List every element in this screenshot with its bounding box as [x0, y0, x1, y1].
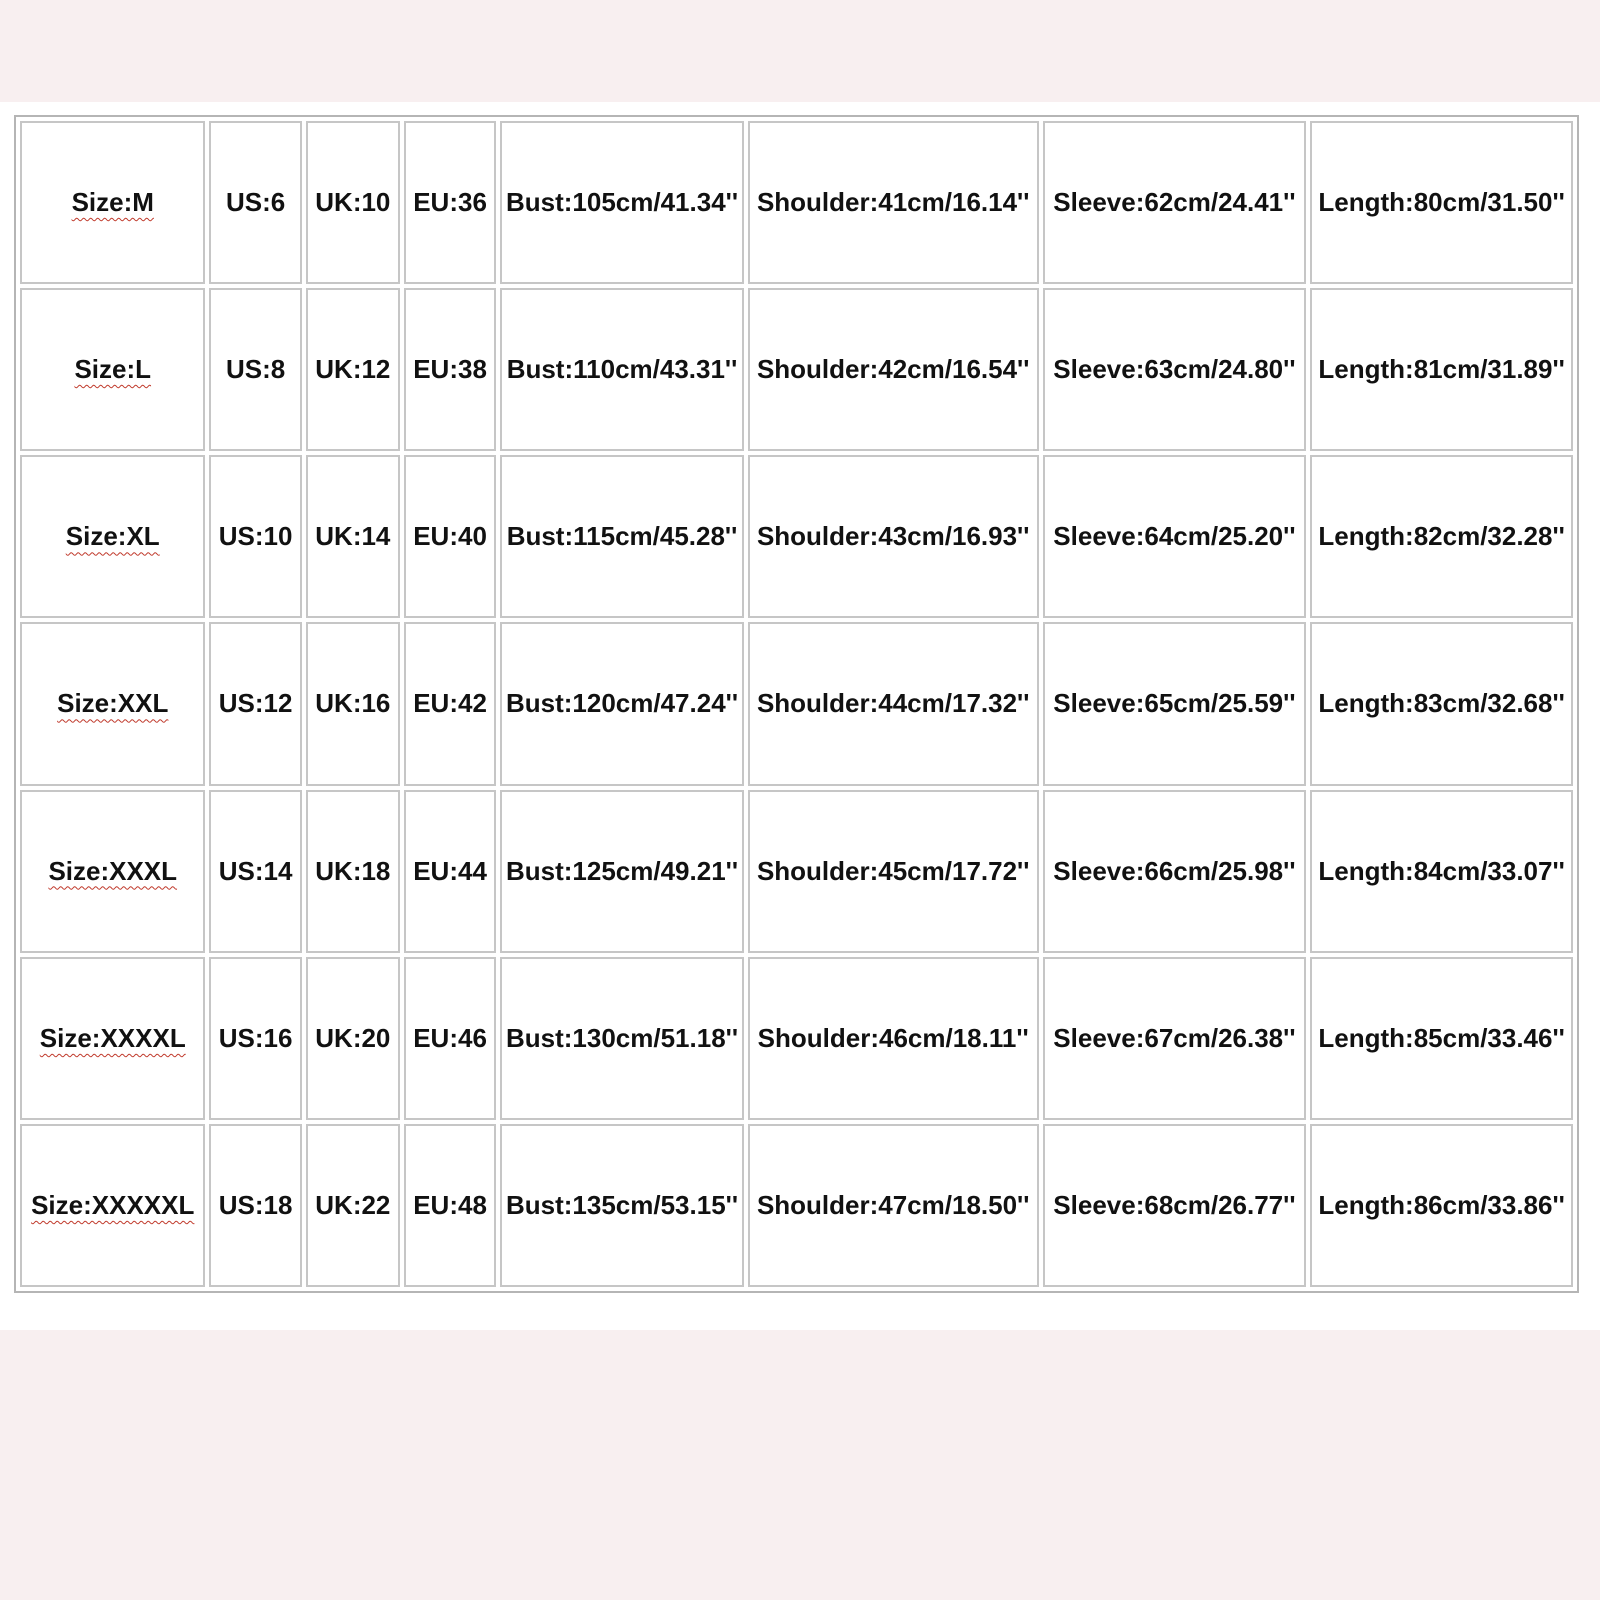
table-row — [20, 1124, 1573, 1287]
size-label: Size:XL — [65, 521, 160, 552]
bust-cell: Bust:135cm/53.15'' — [500, 1124, 744, 1287]
size-cell — [20, 455, 205, 618]
eu-size-cell: EU:44 — [404, 790, 496, 953]
bust-cell: Bust:110cm/43.31'' — [500, 288, 744, 451]
us-size-cell: US:6 — [209, 121, 301, 284]
bust-cell: Bust:120cm/47.24'' — [500, 622, 744, 785]
size-cell — [20, 622, 205, 785]
uk-size-cell: UK:22 — [306, 1124, 400, 1287]
size-label: Size:L — [74, 354, 152, 385]
sleeve-cell: Sleeve:63cm/24.80'' — [1043, 288, 1307, 451]
eu-size-cell: EU:48 — [404, 1124, 496, 1287]
eu-size-cell: EU:40 — [404, 455, 496, 618]
sleeve-cell: Sleeve:62cm/24.41'' — [1043, 121, 1307, 284]
size-cell — [20, 957, 205, 1120]
eu-size-cell: EU:36 — [404, 121, 496, 284]
uk-size-cell: UK:20 — [306, 957, 400, 1120]
table-row — [20, 288, 1573, 451]
length-cell: Length:84cm/33.07'' — [1310, 790, 1573, 953]
table-row — [20, 455, 1573, 618]
size-label: Size:XXXL — [48, 855, 178, 886]
sleeve-cell: Sleeve:67cm/26.38'' — [1043, 957, 1307, 1120]
length-cell: Length:80cm/31.50'' — [1310, 121, 1573, 284]
length-cell: Length:82cm/32.28'' — [1310, 455, 1573, 618]
size-cell — [20, 790, 205, 953]
size-cell — [20, 121, 205, 284]
size-cell — [20, 288, 205, 451]
size-label: Size:XXXXXL — [31, 1189, 195, 1220]
size-label: Size:XXL — [57, 688, 169, 719]
sleeve-cell: Sleeve:65cm/25.59'' — [1043, 622, 1307, 785]
us-size-cell: US:12 — [209, 622, 301, 785]
bust-cell: Bust:130cm/51.18'' — [500, 957, 744, 1120]
shoulder-cell: Shoulder:43cm/16.93'' — [748, 455, 1039, 618]
shoulder-cell: Shoulder:46cm/18.11'' — [748, 957, 1039, 1120]
shoulder-cell: Shoulder:47cm/18.50'' — [748, 1124, 1039, 1287]
size-cell — [20, 1124, 205, 1287]
bust-cell: Bust:125cm/49.21'' — [500, 790, 744, 953]
uk-size-cell: UK:12 — [306, 288, 400, 451]
sleeve-cell: Sleeve:68cm/26.77'' — [1043, 1124, 1307, 1287]
uk-size-cell: UK:16 — [306, 622, 400, 785]
uk-size-cell: UK:14 — [306, 455, 400, 618]
bust-cell: Bust:105cm/41.34'' — [500, 121, 744, 284]
us-size-cell: US:16 — [209, 957, 301, 1120]
us-size-cell: US:18 — [209, 1124, 301, 1287]
table-row — [20, 957, 1573, 1120]
us-size-cell: US:10 — [209, 455, 301, 618]
shoulder-cell: Shoulder:44cm/17.32'' — [748, 622, 1039, 785]
length-cell: Length:83cm/32.68'' — [1310, 622, 1573, 785]
table-row — [20, 121, 1573, 284]
shoulder-cell: Shoulder:45cm/17.72'' — [748, 790, 1039, 953]
table-row — [20, 790, 1573, 953]
table-row — [20, 622, 1573, 785]
sleeve-cell: Sleeve:64cm/25.20'' — [1043, 455, 1307, 618]
shoulder-cell: Shoulder:41cm/16.14'' — [748, 121, 1039, 284]
eu-size-cell: EU:46 — [404, 957, 496, 1120]
uk-size-cell: UK:10 — [306, 121, 400, 284]
us-size-cell: US:14 — [209, 790, 301, 953]
size-label: Size:M — [71, 187, 154, 218]
eu-size-cell: EU:38 — [404, 288, 496, 451]
size-chart-table — [14, 115, 1579, 1293]
eu-size-cell: EU:42 — [404, 622, 496, 785]
length-cell: Length:81cm/31.89'' — [1310, 288, 1573, 451]
length-cell: Length:85cm/33.46'' — [1310, 957, 1573, 1120]
bust-cell: Bust:115cm/45.28'' — [500, 455, 744, 618]
shoulder-cell: Shoulder:42cm/16.54'' — [748, 288, 1039, 451]
sleeve-cell: Sleeve:66cm/25.98'' — [1043, 790, 1307, 953]
length-cell: Length:86cm/33.86'' — [1310, 1124, 1573, 1287]
us-size-cell: US:8 — [209, 288, 301, 451]
size-label: Size:XXXXL — [39, 1022, 186, 1053]
uk-size-cell: UK:18 — [306, 790, 400, 953]
